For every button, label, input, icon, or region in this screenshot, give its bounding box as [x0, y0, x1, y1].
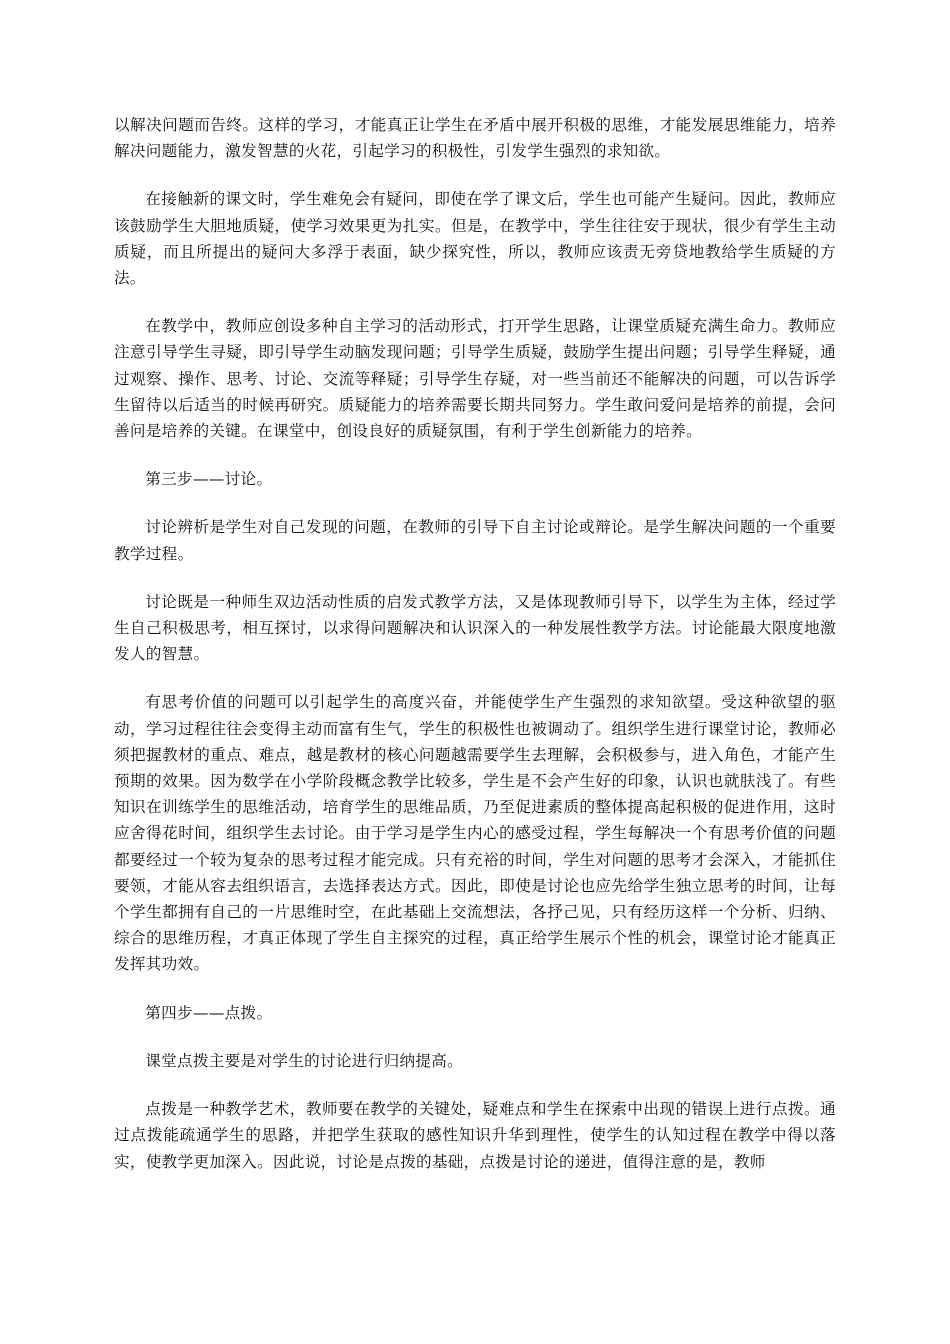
paragraph-discussion-definition: 讨论辨析是学生对自己发现的问题，在教师的引导下自主讨论或辩论。是学生解决问题的一个重要教学过程。	[114, 518, 836, 563]
paragraph-self-learning: 在教学中，教师应创设多种自主学习的活动形式，打开学生思路，让课堂质疑充满生命力。教师应注意引导学生寻疑，即引导学生动脑发现问题；引导学生质疑，鼓励学生提出问题；引导学生释疑，通过观察、操作、思考、讨论、交流等释疑；引导学生存疑，对一些当前还不能解决的问题，可以告诉学生留待以后适当的时候再研究。质疑能力的培养需要长期共同努力。学生敢问爱问是培养的前提，会问善问是培养的关键。在课堂中，创设良好的质疑氛围，有利于学生创新能力的培养。	[114, 317, 836, 441]
step-four-heading: 第四步——点拨。	[145, 1003, 273, 1022]
paragraph-guidance-art: 点拨是一种教学艺术，教师要在教学的关键处，疑难点和学生在探索中出现的错误上进行点拨。通过点拨能疏通学生的思路，并把学生获取的感性知识升华到理性，使学生的认知过程在教学中得以落实，使教学更加深入。因此说，讨论是点拨的基础，点拨是讨论的递进，值得注意的是，教师	[114, 1100, 836, 1171]
paragraph-continuation: 以解决问题而告终。这样的学习，才能真正让学生在矛盾中展开积极的思维，才能发展思维能力，培养解决问题能力，激发智慧的火花，引起学习的积极性，引发学生强烈的求知欲。	[114, 116, 836, 161]
paragraph-discussion-method: 讨论既是一种师生双边活动性质的启发式教学方法，又是体现教师引导下，以学生为主体，经过学生自己积极思考，相互探讨，以求得问题解决和认识深入的一种发展性教学方法。讨论能最大限度地激发人的智慧。	[114, 592, 836, 664]
step-three-heading: 第三步——讨论。	[145, 470, 273, 489]
paragraph-guidance-summary: 课堂点拨主要是对学生的讨论进行归纳提高。	[145, 1051, 464, 1070]
paragraph-questioning: 在接触新的课文时，学生难免会有疑问，即使在学了课文后，学生也可能产生疑问。因此，教师应该鼓励学生大胆地质疑，使学习效果更为扎实。但是，在教学中，学生往往安于现状，很少有学生主动质疑，而且所提出的疑问大多浮于表面，缺少探究性，所以，教师应该责无旁贷地教给学生质疑的方法。	[114, 190, 836, 288]
paragraph-discussion-value: 有思考价值的问题可以引起学生的高度兴奋，并能使学生产生强烈的求知欲望。受这种欲望的驱动，学习过程往往会变得主动而富有生气，学生的积极性也被调动了。组织学生进行课堂讨论，教师必须把握教材的重点、难点，越是教材的核心问题越需要学生去理解，会积极参与，进入角色，才能产生预期的效果。因为数学在小学阶段概念教学比较多，学生是不会产生好的印象，认识也就肤浅了。有些知识在训练学生的思维活动，培育学生的思维品质，乃至促进素质的整体提高起积极的促进作用，这时应舍得花时间，组织学生去讨论。由于学习是学生内心的感受过程，学生每解决一个有思考价值的问题都要经过一个较为复杂的思考过程才能完成。只有充裕的时间，学生对问题的思考才会深入，才能抓住要领，才能从容去组织语言，去选择表达方式。因此，即使是讨论也应先给学生独立思考的时间，让每个学生都拥有自己的一片思维时空，在此基础上交流想法，各抒己见，只有经历这样一个分析、归纳、综合的思维历程，才真正体现了学生自主探究的过程，真正给学生展示个性的机会，课堂讨论才能真正发挥其功效。	[114, 693, 836, 974]
document-page	[114, 112, 836, 1197]
